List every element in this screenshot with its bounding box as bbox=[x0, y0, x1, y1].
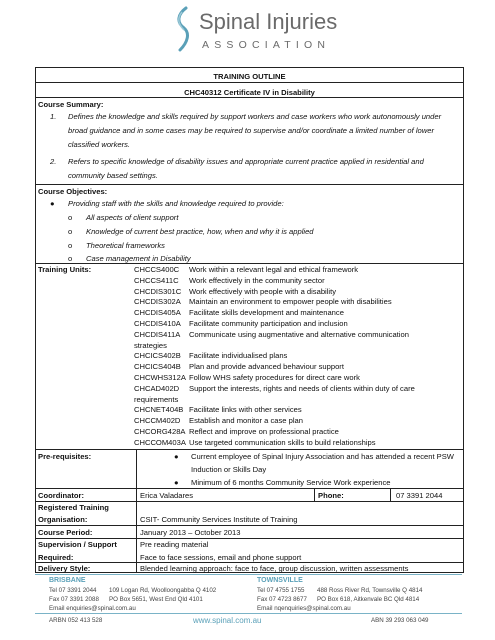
unit-code: CHCICS404B bbox=[134, 362, 181, 372]
summary-item-1-line: broad guidance and in some cases may be required to supervise and/or coordinate a limited number of lower bbox=[68, 126, 434, 135]
unit-code: CHCDIS301C bbox=[134, 286, 182, 296]
unit-title: Reflect and improve on professional practice bbox=[189, 427, 339, 436]
unit-code: CHCCS400C bbox=[134, 265, 180, 274]
unit-code: CHCICS402B bbox=[134, 351, 181, 361]
coordinator-value: Erica Valadares bbox=[140, 491, 194, 500]
objectives-lead: Providing staff with the skills and knowledge required to provide: bbox=[68, 199, 284, 208]
unit-title: Use targeted communication skills to build relationships bbox=[189, 437, 376, 447]
footer-text: Fax 07 3391 2088 bbox=[49, 596, 99, 603]
rto-label: Organisation: bbox=[38, 515, 88, 524]
unit-code: CHCDIS410A bbox=[134, 319, 181, 328]
unit-title: Support the interests, rights and needs of clients within duty of care bbox=[189, 383, 415, 393]
supervision-label: Supervision / Support bbox=[38, 540, 117, 549]
summary-item-2-line: Refers to specific knowledge of disability issues and appropriate current practice applied in residential and bbox=[68, 157, 424, 166]
training-outline-heading: TRAINING OUTLINE bbox=[213, 72, 286, 81]
prereq-item: Minimum of 6 months Community Service Work experience bbox=[191, 478, 391, 487]
unit-title: Work effectively in the community sector bbox=[189, 275, 325, 285]
unit-title: Facilitate links with other services bbox=[189, 405, 302, 415]
delivery-style-value: Blended learning approach: face to face, group discussion, written assessments bbox=[140, 564, 409, 573]
logo bbox=[172, 6, 342, 58]
unit-title: Establish and monitor a case plan bbox=[189, 416, 303, 426]
summary-item-2-num: 2. bbox=[50, 157, 57, 166]
website-link[interactable]: www.spinal.com.au bbox=[193, 616, 262, 625]
unit-title: Plan and provide advanced behaviour support bbox=[189, 362, 344, 372]
bullet-icon: ● bbox=[174, 452, 179, 461]
summary-item-1-line: classified workers. bbox=[68, 140, 131, 149]
unit-title: Follow WHS safety procedures for direct care work bbox=[189, 373, 360, 382]
course-period-value: January 2013 – October 2013 bbox=[140, 528, 241, 537]
abn: ABN 39 293 063 049 bbox=[371, 617, 429, 624]
unit-code: CHCWHS312A bbox=[134, 373, 186, 382]
rto-label: Registered Training bbox=[38, 503, 109, 512]
footer-text: Tel 07 3391 2044 bbox=[49, 587, 97, 594]
footer-text: 109 Logan Rd, Woolloongabba Q 4102 bbox=[109, 587, 217, 594]
certificate-heading: CHC40312 Certificate IV in Disability bbox=[184, 88, 315, 97]
unit-title: Maintain an environment to empower people with disabilities bbox=[189, 297, 392, 307]
training-units-label: Training Units: bbox=[38, 265, 92, 274]
bullet-icon: ● bbox=[174, 478, 179, 487]
prereq-item: Induction or Skills Day bbox=[191, 465, 267, 474]
summary-item-1-line: Defines the knowledge and skills required by support workers and case workers who work autonomously under bbox=[68, 112, 442, 121]
circle-bullet-icon: o bbox=[68, 254, 73, 263]
footer-text: Fax 07 4723 8677 bbox=[257, 596, 307, 603]
footer-city: BRISBANE bbox=[49, 577, 86, 584]
prereq-item: Current employee of Spinal Injury Association and has attended a recent PSW bbox=[191, 452, 454, 461]
unit-title: Work within a relevant legal and ethical framework bbox=[189, 265, 359, 274]
footer-text: Tel 07 4755 1755 bbox=[257, 587, 305, 594]
supervision-value: Pre reading material bbox=[140, 540, 209, 549]
unit-title: Facilitate skills development and maintenance bbox=[189, 308, 344, 318]
unit-code: requirements bbox=[134, 394, 179, 404]
coordinator-label: Coordinator: bbox=[38, 491, 84, 500]
delivery-style-label: Delivery Style: bbox=[38, 564, 91, 573]
course-period-label: Course Period: bbox=[38, 528, 93, 537]
training-outline-table bbox=[35, 67, 464, 573]
footer-email[interactable]: Email enquiries@spinal.com.au bbox=[49, 605, 136, 612]
supervision-value: Face to face sessions, email and phone support bbox=[140, 553, 302, 562]
unit-code: CHCORG428A bbox=[134, 427, 186, 436]
summary-item-2-line: community based settings. bbox=[68, 171, 158, 180]
spine-logo-icon bbox=[172, 6, 194, 56]
objective-item: All aspects of client support bbox=[86, 213, 179, 222]
footer-email[interactable]: Email nqenquiries@spinal.com.au bbox=[257, 605, 351, 612]
circle-bullet-icon: o bbox=[68, 213, 73, 222]
circle-bullet-icon: o bbox=[68, 227, 73, 236]
unit-code: CHCCS411C bbox=[134, 275, 179, 285]
bullet-icon: ● bbox=[50, 199, 55, 208]
unit-code: CHCCM402D bbox=[134, 416, 181, 426]
objective-item: Case management in Disability bbox=[86, 254, 191, 263]
course-objectives-label: Course Objectives: bbox=[38, 187, 108, 196]
footer-text: PO Box 5651, West End Qld 4101 bbox=[109, 596, 203, 603]
supervision-label: Required: bbox=[38, 553, 74, 562]
unit-code: CHCCOM403A bbox=[134, 437, 186, 447]
unit-title: Work effectively with people with a disability bbox=[189, 286, 337, 296]
rto-value: CSIT- Community Services Institute of Training bbox=[140, 515, 298, 524]
phone-label: Phone: bbox=[318, 491, 344, 500]
unit-title: Facilitate community participation and inclusion bbox=[189, 319, 348, 328]
unit-code: CHCAD402D bbox=[134, 383, 180, 393]
objective-item: Knowledge of current best practice, how, when and why it is applied bbox=[86, 227, 314, 236]
logo-title: Spinal Injuries bbox=[199, 9, 338, 34]
unit-title: Facilitate individualised plans bbox=[189, 351, 288, 361]
footer-city: TOWNSVILLE bbox=[257, 577, 303, 584]
footer-text: 488 Ross River Rd, Townsville Q 4814 bbox=[317, 587, 423, 594]
arbn: ARBN 052 413 528 bbox=[49, 617, 103, 624]
prerequisites-label: Pre-requisites: bbox=[38, 452, 92, 461]
unit-code: CHCNET404B bbox=[134, 405, 184, 415]
course-summary-label: Course Summary: bbox=[38, 100, 104, 109]
unit-code: CHCDIS405A bbox=[134, 308, 181, 318]
footer-text: PO Box 618, Aitkenvale BC Qld 4814 bbox=[317, 596, 420, 603]
unit-title: Communicate using augmentative and alternative communication bbox=[189, 329, 409, 339]
unit-code: CHCDIS302A bbox=[134, 297, 181, 307]
circle-bullet-icon: o bbox=[68, 241, 73, 250]
unit-code: strategies bbox=[134, 340, 167, 350]
unit-code: CHCDIS411A bbox=[134, 329, 181, 339]
summary-item-1-num: 1. bbox=[50, 112, 57, 121]
phone-value: 07 3391 2044 bbox=[396, 491, 443, 500]
objective-item: Theoretical frameworks bbox=[86, 241, 165, 250]
logo-subtitle: ASSOCIATION bbox=[202, 39, 331, 51]
